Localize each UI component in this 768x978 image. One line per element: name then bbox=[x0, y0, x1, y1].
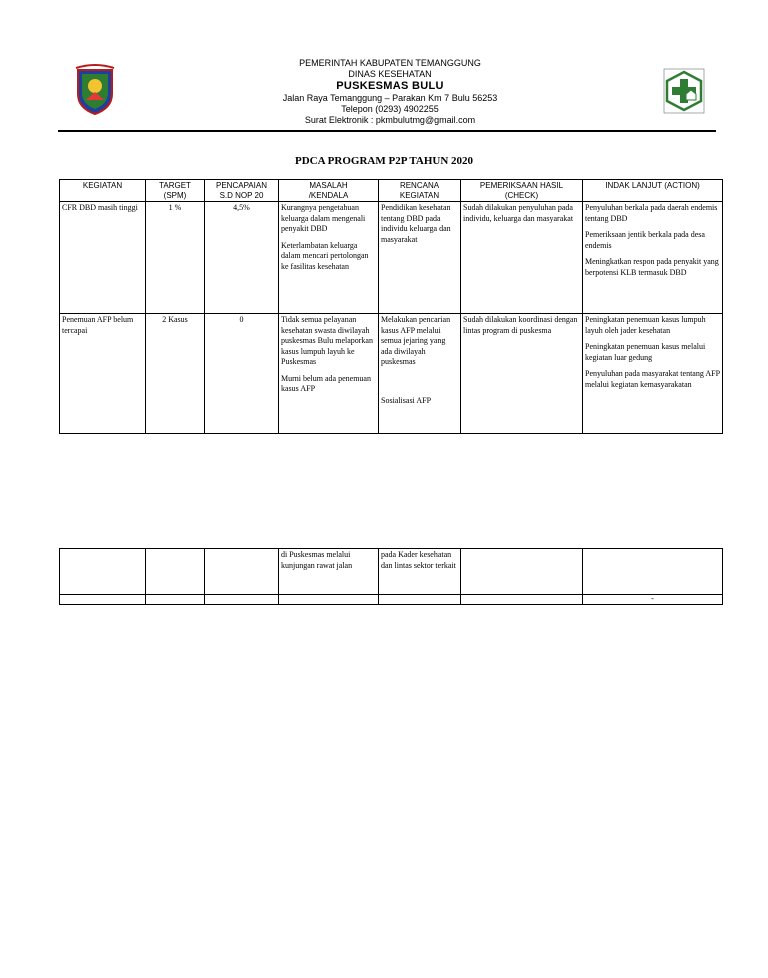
action-item: Penyuluhan pada masyarakat tentang AFP melalui kegiatan kemasyarakatan bbox=[585, 369, 720, 389]
header-target: TARGET (SPM) bbox=[146, 180, 205, 202]
cell-kegiatan bbox=[60, 549, 146, 595]
table-header-row bbox=[60, 180, 723, 202]
cell-action bbox=[583, 202, 723, 314]
pdca-table bbox=[59, 179, 723, 434]
cell-masalah bbox=[279, 595, 379, 605]
cell-target bbox=[146, 595, 205, 605]
header-line-5: Telepon (0293) 4902255 bbox=[341, 104, 439, 114]
masalah-item: Keterlambatan keluarga dalam mencari pertolongan ke fasilitas kesehatan bbox=[281, 240, 369, 271]
cell-check: Sudah dilakukan koordinasi dengan lintas program di puskesma bbox=[461, 314, 583, 434]
regency-emblem-icon bbox=[72, 64, 118, 116]
cell-kegiatan: CFR DBD masih tinggi bbox=[60, 202, 146, 314]
action-item: Peningkatan penemuan kasus melalui kegiatan luar gedung bbox=[585, 342, 706, 362]
rencana-item: Melakukan pencarian kasus AFP melalui semua jejaring yang ada diwilayah puskesmas bbox=[381, 315, 451, 366]
cell-pencapaian: 4,5% bbox=[205, 202, 279, 314]
header-line-3: PUSKESMAS BULU bbox=[336, 80, 444, 92]
pdca-table-continued bbox=[59, 548, 723, 605]
header-line-6: Surat Elektronik : pkmbulutmg@gmail.com bbox=[304, 115, 476, 125]
cell-masalah bbox=[279, 314, 379, 434]
cell-check bbox=[461, 595, 583, 605]
masalah-item: Kurangnya pengetahuan keluarga dalam mengenali penyakit DBD bbox=[281, 203, 366, 233]
header-divider bbox=[58, 130, 716, 132]
cell-masalah bbox=[279, 202, 379, 314]
header-pencapaian: PENCAPAIAN S.D NOP 20 bbox=[205, 180, 279, 202]
masalah-item: Tidak semua pelayanan kesehatan swasta diwilayah puskesmas Bulu melaporkan kasus lumpuh layuh ke Puskesmas bbox=[281, 315, 373, 366]
cell-rencana: Pendidikan kesehatan tentang DBD pada individu keluarga dan masyarakat bbox=[379, 202, 461, 314]
header-action: INDAK LANJUT (ACTION) bbox=[583, 180, 723, 202]
cell-action bbox=[583, 549, 723, 595]
header-rencana: RENCANA KEGIATAN bbox=[379, 180, 461, 202]
cell-kegiatan bbox=[60, 595, 146, 605]
header-masalah: MASALAH /KENDALA bbox=[279, 180, 379, 202]
cell-masalah: di Puskesmas melalui kunjungan rawat jalan bbox=[279, 549, 379, 595]
puskesmas-logo-icon bbox=[663, 68, 705, 114]
action-item: Meningkatkan respon pada penyakit yang berpotensi KLB termasuk DBD bbox=[585, 257, 719, 277]
cell-target: 1 % bbox=[146, 202, 205, 314]
header-check: PEMERIKSAAN HASIL (CHECK) bbox=[461, 180, 583, 202]
cell-pencapaian: 0 bbox=[205, 314, 279, 434]
header-kegiatan: KEGIATAN bbox=[60, 180, 146, 202]
cell-kegiatan: Penemuan AFP belum tercapai bbox=[60, 314, 146, 434]
cell-action: - bbox=[583, 595, 723, 605]
action-item: Peningkatan penemuan kasus lumpuh layuh oleh jader kesehatan bbox=[585, 315, 706, 335]
cell-rencana: pada Kader kesehatan dan lintas sektor terkait bbox=[379, 549, 461, 595]
header-line-4: Jalan Raya Temanggung – Parakan Km 7 Bulu 56253 bbox=[282, 93, 498, 103]
table-row bbox=[60, 595, 723, 605]
action-item: Penyuluhan berkala pada daerah endemis tentang DBD bbox=[585, 203, 718, 223]
table-row bbox=[60, 202, 723, 314]
header-line-1: PEMERINTAH KABUPATEN TEMANGGUNG bbox=[299, 58, 481, 68]
table-row bbox=[60, 549, 723, 595]
action-item: Pemeriksaan jentik berkala pada desa endemis bbox=[585, 230, 705, 250]
cell-target bbox=[146, 549, 205, 595]
cell-rencana bbox=[379, 314, 461, 434]
cell-action bbox=[583, 314, 723, 434]
cell-pencapaian bbox=[205, 595, 279, 605]
cell-target: 2 Kasus bbox=[146, 314, 205, 434]
cell-check: Sudah dilakukan penyuluhan pada individu, keluarga dan masyarakat bbox=[461, 202, 583, 314]
cell-rencana bbox=[379, 595, 461, 605]
masalah-item: Murni belum ada penemuan kasus AFP bbox=[281, 373, 371, 393]
table-row bbox=[60, 314, 723, 434]
cell-check bbox=[461, 549, 583, 595]
cell-pencapaian bbox=[205, 549, 279, 595]
rencana-item: Sosialisasi AFP bbox=[381, 395, 432, 405]
document-title: PDCA PROGRAM P2P TAHUN 2020 bbox=[294, 155, 474, 167]
header-line-2: DINAS KESEHATAN bbox=[348, 69, 432, 79]
